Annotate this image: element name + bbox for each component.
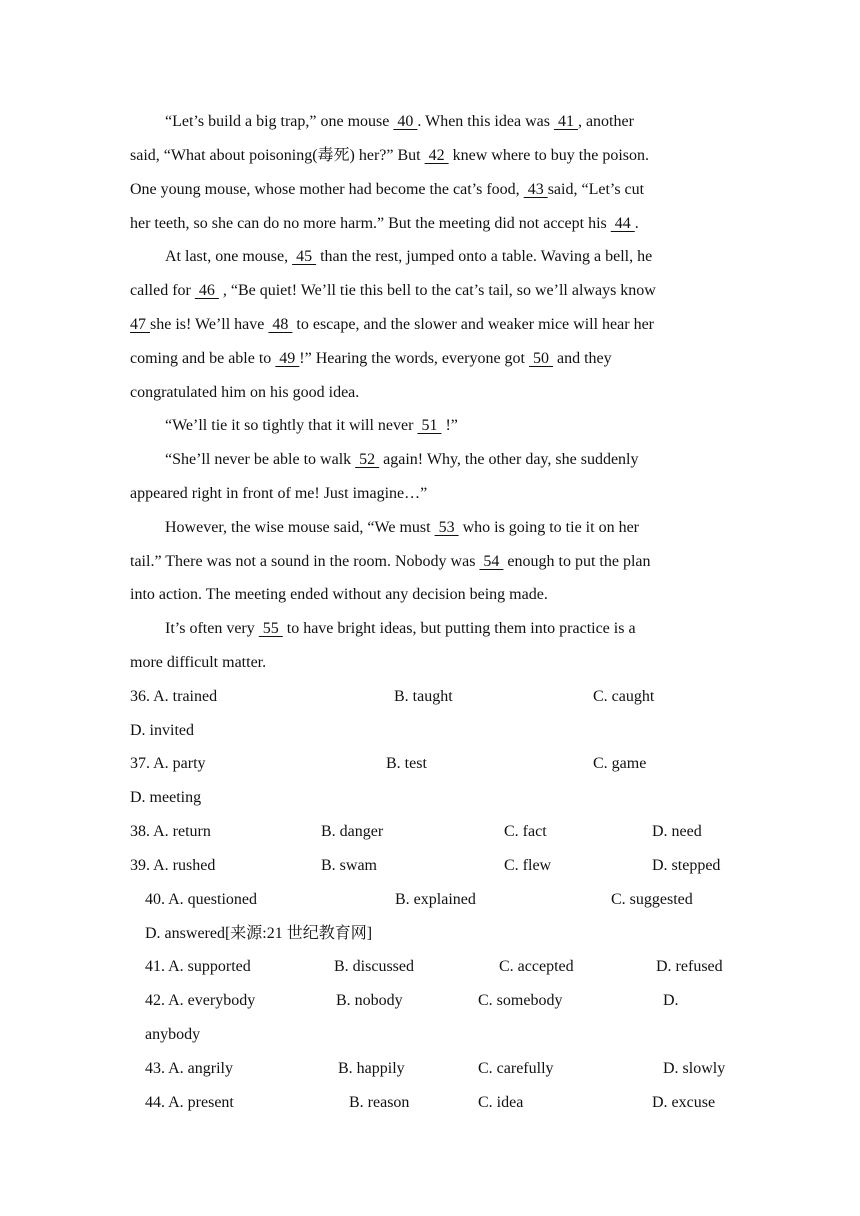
option-b: B. discussed (334, 958, 414, 975)
text: to have bright ideas, but putting them into practice is a (282, 620, 636, 637)
text: she is! We’ll have (150, 316, 269, 333)
option-a: 40. A. questioned (145, 891, 257, 908)
text: who is going to tie it on her (458, 519, 639, 536)
passage-line (130, 214, 639, 234)
blank-55: 55 (258, 620, 283, 637)
option-b: B. reason (349, 1094, 410, 1111)
option-a: 44. A. present (145, 1094, 234, 1111)
text: One young mouse, whose mother had become the cat’s food, (130, 181, 524, 198)
text: “She’ll never be able to walk (165, 451, 356, 468)
blank-44: 44 (610, 215, 635, 232)
text: and they (553, 350, 612, 367)
option-d: D. stepped (652, 857, 721, 874)
option-c: C. somebody (478, 992, 563, 1009)
text: to escape, and the slower and weaker mice will hear her (292, 316, 655, 333)
text: , another (577, 113, 634, 130)
passage-line (130, 349, 612, 369)
passage-line (165, 112, 634, 132)
text: coming and be able to (130, 350, 276, 367)
option-d: D. need (652, 823, 702, 840)
text: . (634, 215, 639, 232)
option-b: B. danger (321, 823, 384, 840)
blank-41: 41 (553, 113, 578, 130)
option-c: C. suggested (611, 891, 693, 908)
option-a: 36. A. trained (130, 688, 218, 705)
option-b: B. nobody (336, 992, 403, 1009)
text: enough to put the plan (503, 553, 651, 570)
blank-43: 43 (523, 181, 548, 198)
blank-42: 42 (424, 147, 449, 164)
option-a: 42. A. everybody (145, 992, 256, 1009)
blank-49: 49 (275, 350, 300, 367)
blank-48: 48 (268, 316, 293, 333)
text: “Let’s build a big trap,” one mouse (165, 113, 394, 130)
option-c: C. carefully (478, 1060, 554, 1077)
text: At last, one mouse, (165, 248, 293, 265)
text: tail.” There was not a sound in the room. Nobody was (130, 553, 480, 570)
passage-line: into action. The meeting ended without any decision being made. (130, 586, 548, 603)
passage-line (165, 619, 636, 639)
option-b: B. test (386, 755, 427, 772)
option-c: C. caught (593, 688, 655, 705)
passage-line: more difficult matter. (130, 654, 267, 671)
option-a: 38. A. return (130, 823, 211, 840)
blank-45: 45 (292, 248, 317, 265)
option-b: B. happily (338, 1060, 405, 1077)
option-a: 37. A. party (130, 755, 206, 772)
blank-46: 46 (194, 282, 219, 299)
option-b: B. swam (321, 857, 377, 874)
text: “We’ll tie it so tightly that it will never (165, 417, 418, 434)
blank-51: 51 (417, 417, 442, 434)
passage-line (130, 180, 644, 200)
blank-47: 47 (130, 316, 150, 333)
option-d-text: anybody (145, 1026, 201, 1043)
passage-line (130, 552, 651, 572)
passage-line (165, 247, 652, 267)
blank-53: 53 (434, 519, 459, 536)
blank-40: 40 (393, 113, 418, 130)
option-b: B. taught (394, 688, 453, 705)
passage-line (165, 416, 458, 436)
option-c: C. flew (504, 857, 552, 874)
passage-line: congratulated him on his good idea. (130, 384, 360, 401)
blank-52: 52 (355, 451, 380, 468)
text: , “Be quiet! We’ll tie this bell to the cat’s tail, so we’ll always know (218, 282, 656, 299)
text: her teeth, so she can do no more harm.” But the meeting did not accept his (130, 215, 611, 232)
option-b: B. explained (395, 891, 476, 908)
text: said, “Let’s cut (547, 181, 645, 198)
option-d: D. (663, 992, 679, 1009)
text: It’s often very (165, 620, 259, 637)
option-c: C. game (593, 755, 647, 772)
option-c: C. fact (504, 823, 547, 840)
passage-line (165, 518, 639, 538)
text: said, “What about poisoning(毒死) her?” But (130, 147, 425, 164)
option-a: 43. A. angrily (145, 1060, 233, 1077)
blank-50: 50 (529, 350, 553, 367)
option-d: D. answered[来源:21 世纪教育网] (145, 925, 373, 942)
text: again! Why, the other day, she suddenly (379, 451, 639, 468)
option-c: C. accepted (499, 958, 574, 975)
blank-54: 54 (479, 553, 504, 570)
passage-line (130, 146, 649, 166)
option-a: 41. A. supported (145, 958, 251, 975)
text: called for (130, 282, 195, 299)
text: than the rest, jumped onto a table. Waving a bell, he (316, 248, 653, 265)
text: . When this idea was (417, 113, 554, 130)
text: !” Hearing the words, everyone got (299, 350, 529, 367)
option-a: 39. A. rushed (130, 857, 216, 874)
passage-line (165, 450, 639, 470)
passage-line (130, 315, 654, 335)
option-d: D. invited (130, 722, 194, 739)
option-d: D. excuse (652, 1094, 716, 1111)
passage-line: appeared right in front of me! Just imagine…” (130, 485, 428, 502)
text: knew where to buy the poison. (448, 147, 650, 164)
option-d: D. meeting (130, 789, 202, 806)
option-c: C. idea (478, 1094, 524, 1111)
option-d: D. refused (656, 958, 723, 975)
text: !” (441, 417, 458, 434)
passage-line (130, 281, 656, 301)
text: However, the wise mouse said, “We must (165, 519, 435, 536)
option-d: D. slowly (663, 1060, 726, 1077)
